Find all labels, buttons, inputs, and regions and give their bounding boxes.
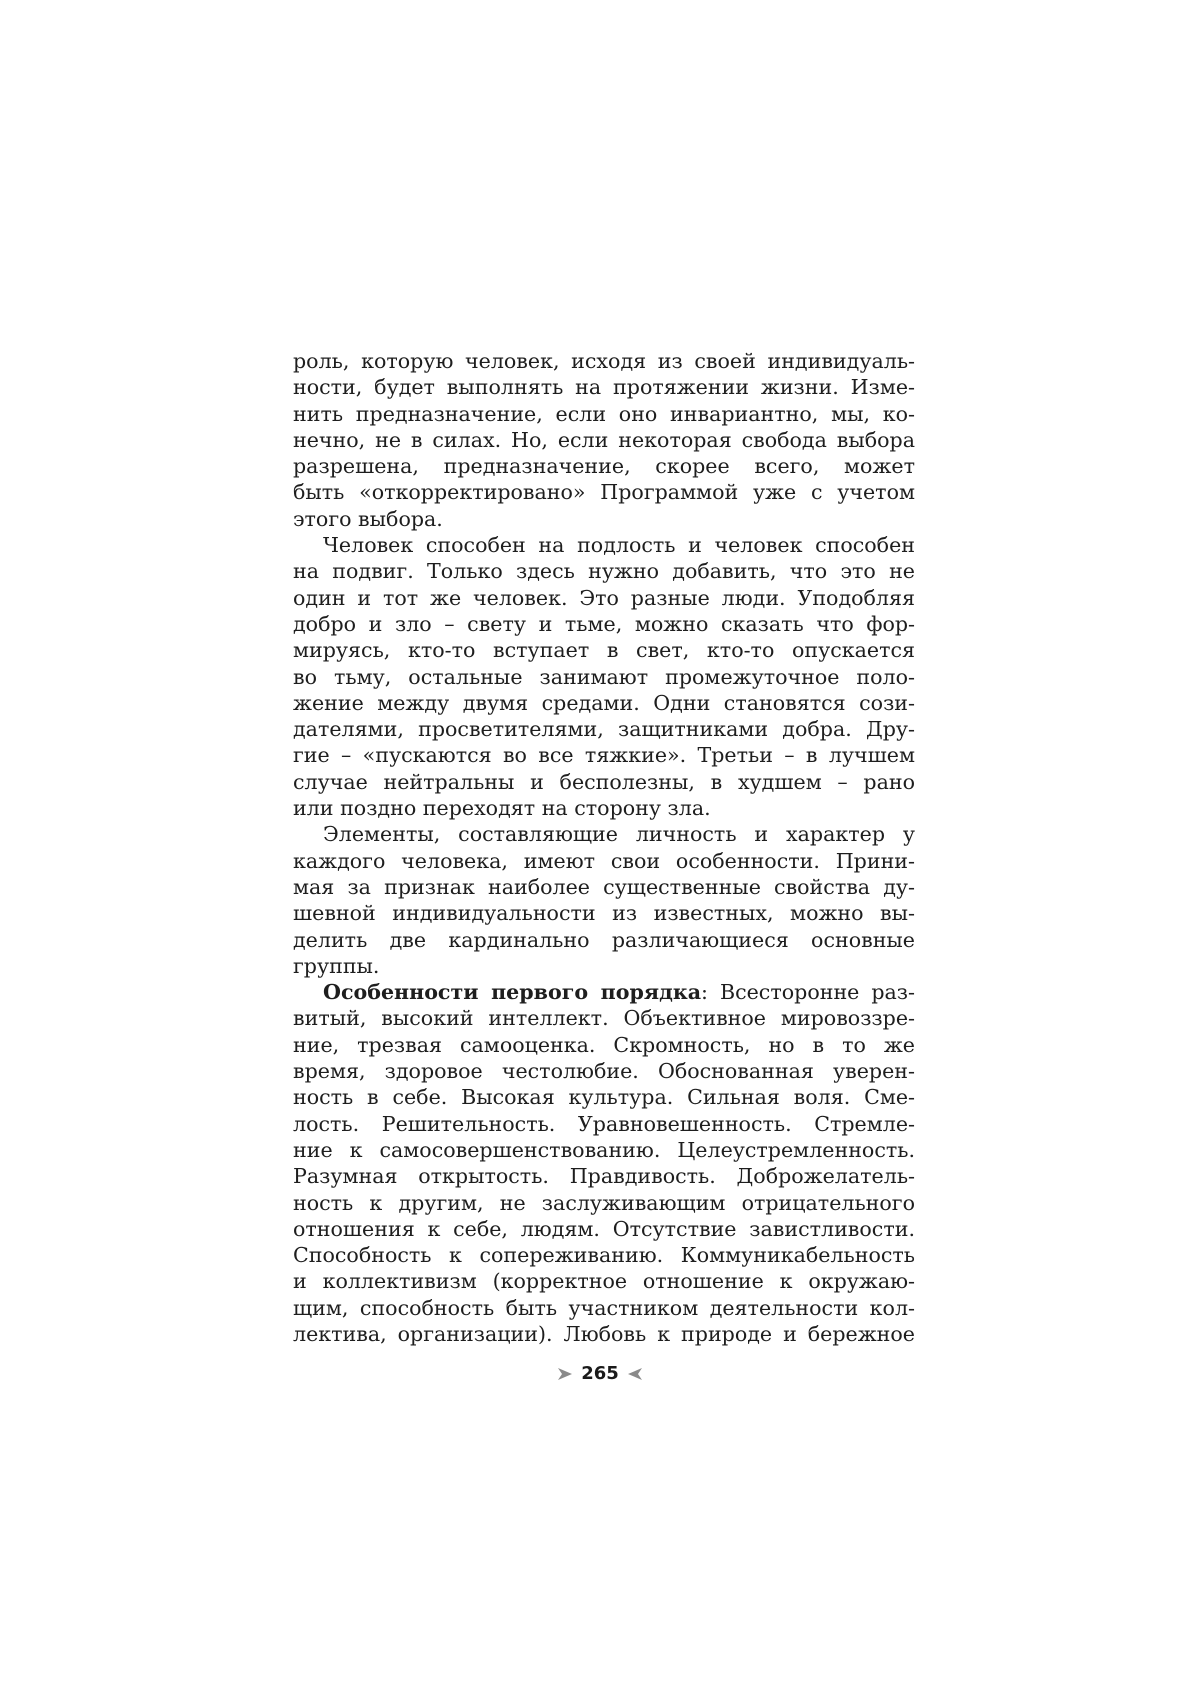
heading-continuation: : Всесторонне раз- xyxy=(701,980,915,1005)
text-line: быть «откорректировано» Программой уже с учетом xyxy=(293,480,915,505)
text-line: Элементы, составляющие личность и характер у xyxy=(323,822,915,847)
text-line: щим, способность быть участником деятельности кол- xyxy=(293,1295,915,1320)
text-line: каждого человека, имеют свои особенности. Прини- xyxy=(293,848,915,873)
text-line: жение между двумя средами. Одни становятся сози- xyxy=(293,690,915,715)
text-line: отношения к себе, людям. Отсутствие завистливости. xyxy=(293,1216,915,1241)
text-line: шевной индивидуальности из известных, можно вы- xyxy=(293,901,915,926)
arrow-right-icon xyxy=(557,1366,573,1382)
body-text xyxy=(293,348,915,1347)
text-line: нечно, не в силах. Но, если некоторая свобода выбора xyxy=(293,427,915,452)
text-line: ние, трезвая самооценка. Скромность, но в то же xyxy=(293,1032,915,1057)
text-line: ность к другим, не заслуживающим отрицательного xyxy=(293,1190,915,1215)
text-line: на подвиг. Только здесь нужно добавить, что это не xyxy=(293,559,915,584)
text-line: мируясь, кто-то вступает в свет, кто-то опускается xyxy=(293,638,915,663)
text-line xyxy=(293,979,915,1005)
text-line: группы. xyxy=(293,953,380,978)
text-line: нить предназначение, если оно инвариантно, мы, ко- xyxy=(293,401,915,426)
text-line: разрешена, предназначение, скорее всего, может xyxy=(293,454,915,479)
text-line: во тьму, остальные занимают промежуточное поло- xyxy=(293,664,915,689)
text-line: ность в себе. Высокая культура. Сильная воля. Сме- xyxy=(293,1085,915,1110)
bold-heading: Особенности первого порядка xyxy=(323,980,702,1005)
text-line: ние к самосовершенствованию. Целеустремленность. xyxy=(293,1137,915,1162)
text-line: витый, высокий интеллект. Объективное мировоззре- xyxy=(293,1006,915,1031)
text-line: добро и зло – свету и тьме, можно сказать что фор- xyxy=(293,611,915,636)
text-line: случае нейтральны и бесполезны, в худшем – рано xyxy=(293,769,915,794)
text-line: гие – «пускаются во все тяжкие». Третьи – в лучшем xyxy=(293,743,915,768)
text-line: Разумная открытость. Правдивость. Доброжелатель- xyxy=(293,1164,915,1189)
text-line: мая за признак наиболее существенные свойства ду- xyxy=(293,874,915,899)
text-line: время, здоровое честолюбие. Обоснованная уверен- xyxy=(293,1059,915,1084)
text-line: дателями, просветителями, защитниками добра. Дру- xyxy=(293,717,915,742)
text-line: роль, которую человек, исходя из своей индивидуаль- xyxy=(293,349,915,373)
text-line: и коллективизм (корректное отношение к окружаю- xyxy=(293,1269,915,1294)
arrow-left-icon xyxy=(627,1366,643,1382)
text-line: один и тот же человек. Это разные люди. Уподобляя xyxy=(293,585,915,610)
text-line: ности, будет выполнять на протяжении жизни. Изме- xyxy=(293,375,915,400)
text-line: Человек способен на подлость и человек способен xyxy=(323,533,915,558)
text-line: делить две кардинально различающиеся основные xyxy=(293,927,915,952)
text-line: или поздно переходят на сторону зла. xyxy=(293,796,711,821)
page-number-footer xyxy=(0,1363,1200,1385)
text-line: этого выбора. xyxy=(293,506,443,531)
text-line: лость. Решительность. Уравновешенность. Стремле- xyxy=(293,1111,915,1136)
page-number: 265 xyxy=(581,1363,619,1384)
text-line: Способность к сопереживанию. Коммуникабельность xyxy=(293,1243,915,1268)
text-line: лектива, организации). Любовь к природе и бережное xyxy=(293,1321,915,1346)
